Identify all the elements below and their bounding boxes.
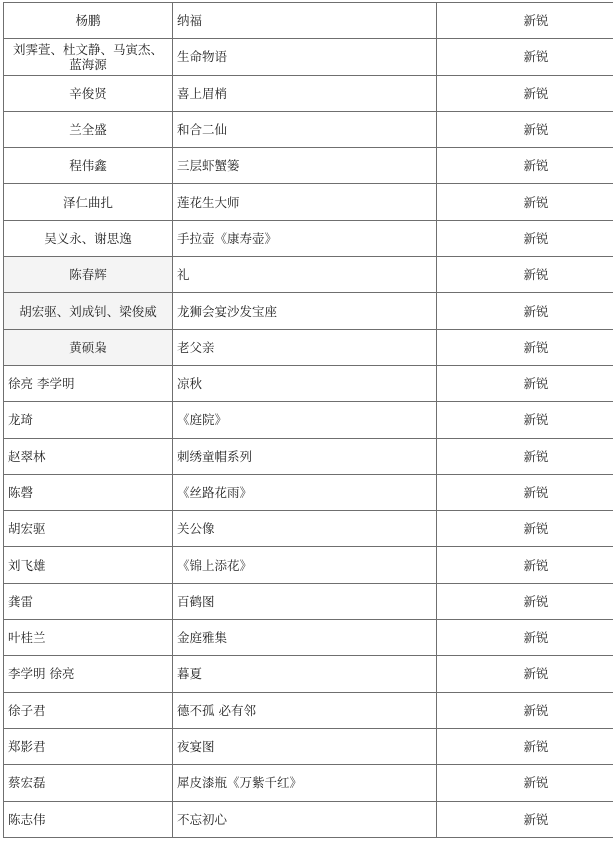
work-title-cell: 夜宴图: [173, 728, 437, 764]
table-row: [4, 220, 613, 256]
award-cell: 新锐: [437, 3, 613, 39]
table-row: [4, 3, 613, 39]
work-title-cell: 和合二仙: [173, 111, 437, 147]
table-row: [4, 583, 613, 619]
author-cell: 龙琦: [4, 402, 173, 438]
work-title-cell: 金庭雅集: [173, 620, 437, 656]
table-row: [4, 728, 613, 764]
table-row: [4, 620, 613, 656]
award-cell: 新锐: [437, 220, 613, 256]
author-cell: 郑影君: [4, 728, 173, 764]
award-cell: 新锐: [437, 511, 613, 547]
award-cell: 新锐: [437, 402, 613, 438]
author-cell: 徐亮 李学明: [4, 365, 173, 401]
award-cell: 新锐: [437, 765, 613, 801]
table-row: [4, 293, 613, 329]
author-cell: 程伟鑫: [4, 148, 173, 184]
table-row: [4, 547, 613, 583]
author-cell: 兰全盛: [4, 111, 173, 147]
author-cell: 胡宏驱: [4, 511, 173, 547]
table-row: [4, 111, 613, 147]
award-cell: 新锐: [437, 365, 613, 401]
author-cell: 泽仁曲扎: [4, 184, 173, 220]
table-row: [4, 148, 613, 184]
author-cell: 徐子君: [4, 692, 173, 728]
author-cell: 刘飞雄: [4, 547, 173, 583]
award-cell: 新锐: [437, 474, 613, 510]
work-title-cell: 百鹤图: [173, 583, 437, 619]
table-row: [4, 801, 613, 837]
table-row: [4, 257, 613, 293]
award-cell: 新锐: [437, 692, 613, 728]
work-title-cell: 《丝路花雨》: [173, 474, 437, 510]
work-title-cell: 龙狮会宴沙发宝座: [173, 293, 437, 329]
award-cell: 新锐: [437, 148, 613, 184]
award-cell: 新锐: [437, 329, 613, 365]
table-row: [4, 656, 613, 692]
award-cell: 新锐: [437, 39, 613, 75]
table-row: [4, 511, 613, 547]
author-cell: 龚雷: [4, 583, 173, 619]
award-cell: 新锐: [437, 111, 613, 147]
work-title-cell: 礼: [173, 257, 437, 293]
table-row: [4, 39, 613, 75]
award-cell: 新锐: [437, 728, 613, 764]
award-cell: 新锐: [437, 184, 613, 220]
work-title-cell: 手拉壶《康寿壶》: [173, 220, 437, 256]
author-cell: 李学明 徐亮: [4, 656, 173, 692]
award-cell: 新锐: [437, 801, 613, 837]
table-row: [4, 402, 613, 438]
author-cell: 蔡宏磊: [4, 765, 173, 801]
work-title-cell: 凉秋: [173, 365, 437, 401]
award-cell: 新锐: [437, 293, 613, 329]
work-title-cell: 刺绣童帽系列: [173, 438, 437, 474]
work-title-cell: 喜上眉梢: [173, 75, 437, 111]
awards-table-body: [4, 3, 613, 838]
work-title-cell: 犀皮漆瓶《万紫千红》: [173, 765, 437, 801]
work-title-cell: 《锦上添花》: [173, 547, 437, 583]
work-title-cell: 不忘初心: [173, 801, 437, 837]
author-cell: 陈志伟: [4, 801, 173, 837]
table-row: [4, 329, 613, 365]
work-title-cell: 老父亲: [173, 329, 437, 365]
author-cell: 赵翠林: [4, 438, 173, 474]
award-cell: 新锐: [437, 620, 613, 656]
award-cell: 新锐: [437, 656, 613, 692]
author-cell: 陈春辉: [4, 257, 173, 293]
author-cell: 吴义永、谢思逸: [4, 220, 173, 256]
table-row: [4, 75, 613, 111]
award-cell: 新锐: [437, 547, 613, 583]
work-title-cell: 关公像: [173, 511, 437, 547]
work-title-cell: 莲花生大师: [173, 184, 437, 220]
award-cell: 新锐: [437, 438, 613, 474]
work-title-cell: 暮夏: [173, 656, 437, 692]
table-row: [4, 765, 613, 801]
table-row: [4, 184, 613, 220]
award-cell: 新锐: [437, 75, 613, 111]
work-title-cell: 三层虾蟹篓: [173, 148, 437, 184]
author-cell: 黄硕枭: [4, 329, 173, 365]
author-cell: 陈磬: [4, 474, 173, 510]
table-row: [4, 692, 613, 728]
author-cell: 胡宏驱、刘成钊、梁俊威: [4, 293, 173, 329]
table-row: [4, 474, 613, 510]
author-cell: 辛俊贤: [4, 75, 173, 111]
work-title-cell: 德不孤 必有邻: [173, 692, 437, 728]
work-title-cell: 生命物语: [173, 39, 437, 75]
work-title-cell: 《庭院》: [173, 402, 437, 438]
author-cell: 杨鹏: [4, 3, 173, 39]
table-row: [4, 365, 613, 401]
author-cell: 叶桂兰: [4, 620, 173, 656]
table-row: [4, 438, 613, 474]
author-cell: 刘霁萱、杜文静、马寅杰、蓝海源: [4, 39, 173, 75]
award-cell: 新锐: [437, 257, 613, 293]
award-cell: 新锐: [437, 583, 613, 619]
awards-table: [3, 2, 613, 838]
work-title-cell: 纳福: [173, 3, 437, 39]
